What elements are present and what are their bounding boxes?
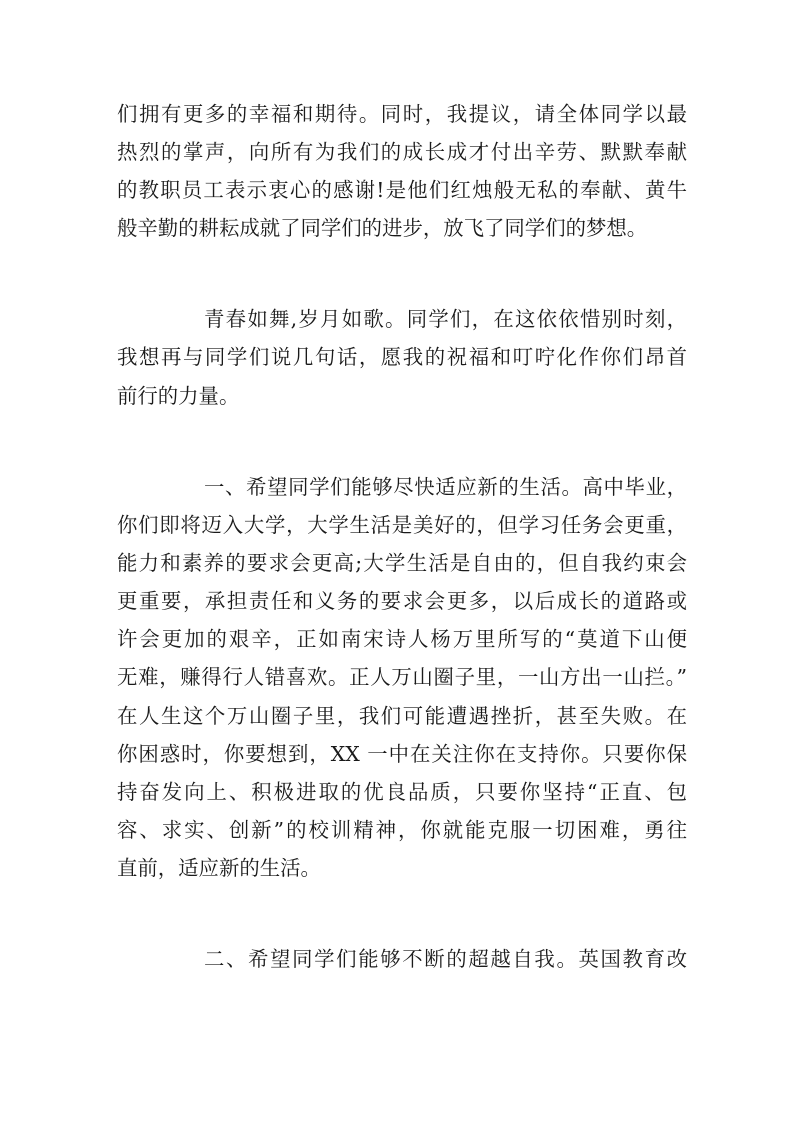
paragraph-3-line-6: 无难，赚得行人错喜欢。正人万山圈子里，一山方出一山拦。” — [117, 665, 687, 689]
paragraph-1-line-4: 般辛勤的耕耘成就了同学们的进步，放飞了同学们的梦想。 — [117, 216, 648, 240]
paragraph-3-line-7: 在人生这个万山圈子里，我们可能遭遇挫折，甚至失败。在 — [117, 704, 687, 728]
paragraph-1-line-1: 们拥有更多的幸福和期待。同时，我提议，请全体同学以最 — [117, 102, 687, 126]
paragraph-3-line-2: 你们即将迈入大学，大学生活是美好的，但学习任务会更重， — [117, 513, 687, 537]
paragraph-3-line-11: 直前，适应新的生活。 — [117, 856, 321, 880]
paragraph-3-line-8: 你困惑时，你要想到，XX 一中在关注你在支持你。只要你保 — [117, 742, 687, 766]
paragraph-1-line-2: 热烈的掌声，向所有为我们的成长成才付出辛劳、默默奉献 — [117, 140, 687, 164]
paragraph-2-line-3: 前行的力量。 — [117, 384, 240, 408]
paragraph-3-line-5: 许会更加的艰辛，正如南宋诗人杨万里所写的“莫道下山便 — [117, 627, 687, 651]
paragraph-3-line-3: 能力和素养的要求会更高;大学生活是自由的，但自我约束会 — [117, 551, 687, 575]
paragraph-3-line-1: 一、希望同学们能够尽快适应新的生活。高中毕业， — [204, 475, 687, 499]
paragraph-4-line-1: 二、希望同学们能够不断的超越自我。英国教育改 — [204, 947, 687, 971]
paragraph-1-line-3: 的教职员工表示衷心的感谢!是他们红烛般无私的奉献、黄牛 — [117, 178, 687, 202]
paragraph-2-line-1: 青春如舞,岁月如歌。同学们，在这依依惜别时刻， — [204, 307, 687, 331]
paragraph-3-line-4: 更重要，承担责任和义务的要求会更多，以后成长的道路或 — [117, 589, 687, 613]
paragraph-2-line-2: 我想再与同学们说几句话，愿我的祝福和叮咛化作你们昂首 — [117, 345, 687, 369]
paragraph-3-line-10: 容、求实、创新”的校训精神，你就能克服一切困难，勇往 — [117, 818, 687, 842]
paragraph-3-line-9: 持奋发向上、积极进取的优良品质，只要你坚持“正直、包 — [117, 780, 687, 804]
